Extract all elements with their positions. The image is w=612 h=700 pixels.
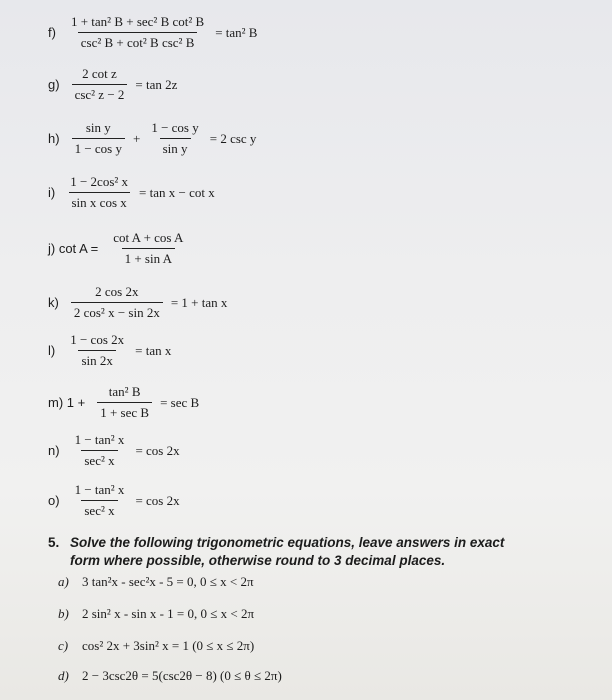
problem-h [48,120,256,157]
problem-k-denominator: 2 cos² x − sin 2x [71,302,163,321]
problem-o-numerator: 1 − tan² x [74,482,125,497]
problem-o-fraction [72,482,128,519]
problem-i-denominator: sin x cos x [69,192,130,211]
section-5-instructions [48,534,518,570]
problem-n-denominator: sec² x [81,450,117,469]
problem-h-label: h) [48,131,60,146]
problem-n-fraction [72,432,128,469]
problem-h-operator: + [132,130,141,146]
problem-g-label: g) [48,77,60,92]
problem-m-label: m) 1 + [48,395,86,410]
section-5-text: Solve the following trigonometric equations, leave answers in exact form where possible, otherwise round to 3 decimal places. [70,535,505,568]
equation-d-expression: 2 − 3csc2θ = 5(csc2θ − 8) (0 ≤ θ ≤ 2π) [82,668,282,683]
problem-g-numerator: 2 cot z [82,66,117,81]
problem-o-denominator: sec² x [81,500,117,519]
problem-g-rhs: = tan 2z [135,76,178,92]
problem-j [48,230,190,267]
equation-b [58,606,254,622]
problem-i-label: i) [48,185,56,200]
problem-g-denominator: csc² z − 2 [72,84,128,103]
equation-d-label: d) [58,668,69,683]
problem-m-rhs: = sec B [160,394,200,410]
problem-g [48,66,177,103]
problem-l-denominator: sin 2x [78,350,115,369]
problem-l-rhs: = tan x [135,342,172,358]
problem-m-numerator: tan² B [108,384,141,399]
problem-f-numerator: 1 + tan² B + sec² B cot² B [70,14,205,29]
problem-h-fraction-1 [72,120,125,157]
equation-b-expression: 2 sin² x - sin x - 1 = 0, 0 ≤ x < 2π [82,606,255,621]
problem-n-label: n) [48,443,60,458]
equation-d [58,668,282,684]
problem-f-rhs: = tan² B [215,24,258,40]
equation-a-expression: 3 tan²x - sec²x - 5 = 0, 0 ≤ x < 2π [82,574,254,589]
section-5-number: 5. [48,535,60,550]
problem-n [48,432,180,469]
problem-i-rhs: = tan x − cot x [139,184,215,200]
problem-o-label: o) [48,493,60,508]
problem-i [48,174,215,211]
equation-a [58,574,254,590]
problem-o-rhs: = cos 2x [135,492,180,508]
problem-g-fraction [72,66,128,103]
equation-a-label: a) [58,574,69,589]
problem-l-fraction [67,332,127,369]
problem-j-numerator: cot A + cos A [113,230,184,245]
problem-n-rhs: = cos 2x [135,442,180,458]
problem-o [48,482,180,519]
problem-k-fraction [71,284,163,321]
problem-f-label: f) [48,25,56,40]
problem-k [48,284,227,321]
problem-f-fraction [68,14,207,51]
problem-k-rhs: = 1 + tan x [170,294,228,310]
problem-l-label: l) [48,343,56,358]
problem-f [48,14,257,51]
equation-b-label: b) [58,606,69,621]
problem-h-denominator-2: sin y [160,138,191,157]
equation-c-expression: cos² 2x + 3sin² x = 1 (0 ≤ x ≤ 2π) [82,638,255,653]
problem-k-label: k) [48,295,59,310]
problem-h-numerator-1: sin y [85,120,111,135]
equation-c-label: c) [58,638,69,653]
problem-f-denominator: csc² B + cot² B csc² B [78,32,198,51]
equation-c [58,638,254,654]
problem-h-numerator-2: 1 − cos y [151,120,199,135]
problem-i-numerator: 1 − 2cos² x [70,174,129,189]
problem-i-fraction [67,174,131,211]
problem-h-denominator-1: 1 − cos y [72,138,125,157]
problem-l [48,332,171,369]
problem-j-label: j) cot A = [48,241,99,256]
problem-h-fraction-2 [148,120,201,157]
problem-n-numerator: 1 − tan² x [74,432,125,447]
problem-j-denominator: 1 + sin A [122,248,175,267]
problem-j-fraction [110,230,186,267]
problem-l-numerator: 1 − cos 2x [70,332,125,347]
problem-h-rhs: = 2 csc y [209,130,257,146]
problem-m-fraction [97,384,152,421]
problem-m [48,384,199,421]
problem-k-numerator: 2 cos 2x [95,284,139,299]
problem-m-denominator: 1 + sec B [97,402,152,421]
